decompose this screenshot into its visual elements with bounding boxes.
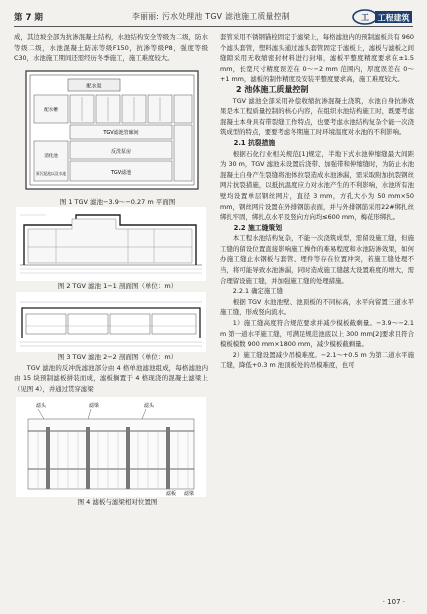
figure-1-caption: 图 1 TGV 滤池−3.9～−0.27 m 平面图 — [59, 197, 176, 206]
issue-number: 第 7 期 — [14, 13, 43, 23]
paragraph: TGV 滤池全部采用补偿收缩抗渗混凝土浇筑，水池自身抗渗效果是本工程质量控制的核心内容，在组织水池结构施工时，既要考虑混凝土本身具有带裂缝工作特点，也要考虑水池结构复杂个能一次浇筑成型的特点，要要考虑冬期施工时环境温度对水池的不利影响。 — [220, 96, 414, 137]
svg-text:工: 工 — [361, 13, 369, 22]
paragraph: 根据 TGV 水池池壁、池顶板的不同标高，水平向留置三道水平施工缝，形成竖向流水。 — [220, 297, 414, 317]
paragraph: TGV 滤池的反冲洗滤池部分由 4 格单池滤池组成，每格滤池内由 15 块预制滤板拼装而成，滤板搁置于 4 格现浇的混凝土滤梁上（见图 4），并通过贯穿滤梁 — [14, 363, 208, 393]
fig1-bottom-left: 原污泥池以及水池 — [35, 170, 67, 176]
subsubsection-heading: 2.2.1 确定施工缝 — [232, 287, 284, 296]
paragraph: 1）施工缝高度符合规范要求并减少模板截剩量。−3.9～−2.1 m 第一道水平施工缝，可满足规范池底以上 300 mm[2]要求且符合模板模数 900 mm×1800 mm，减少模板截剩量。 — [220, 319, 414, 349]
fig1-left-room: 配水槽 — [44, 107, 58, 113]
right-column — [220, 32, 414, 371]
subsection-heading: 2.2 施工缝策划 — [233, 223, 282, 232]
figure-4-diagram — [16, 397, 206, 497]
fig1-upper-label: 配水渠 — [86, 83, 102, 90]
figure-3-section — [16, 292, 206, 352]
running-header — [14, 8, 413, 26]
figure-2-caption: 图 2 TGV 滤池 1−1 剖面图（单位：m） — [57, 282, 178, 291]
journal-logo — [351, 8, 413, 26]
section-heading: 2 池体施工质量控制 — [236, 84, 309, 94]
fig1-left-box: 消化池 — [44, 153, 58, 159]
paragraph: 成，其边坡全部为抗渗混凝土结构，水池结构安全等级为二级，防水等级二级，水池混凝土防冻等级F150，抗渗等级P8，强度等级C30，水池施工期间还需经历冬季施工，施工难度较大。 — [14, 33, 208, 63]
figure-4-caption: 图 4 滤板与滤梁相对位置图 — [77, 498, 158, 507]
paragraph: 本工程水池结构复杂，不能一次浇筑成型，需留设施工缝，但施工缝的留设位置直接影响施工操作的难易程度和水池防渗效果，如何办施工缝止水钢板与套管、埋件等存在位置冲突，若施工缝处理不当，将可能导致水池渗漏，同时造成施工缝越大设置难度的增大，需合理留设施工缝，并加强施工缝的处理措施。 — [220, 234, 414, 285]
fig4-label-a: 滤头 — [36, 403, 47, 410]
fig4-label-b: 滤梁 — [89, 403, 100, 410]
fig4-label-e: 滤梁 — [184, 491, 195, 498]
fig4-label-c: 滤头 — [144, 403, 155, 410]
running-title: 李丽丽: 污水处理池 TGV 滤池施工质量控制 — [132, 12, 290, 21]
fig1-tank-name: TGV滤池管廊间 — [103, 129, 139, 136]
page-number: · 107 · — [382, 598, 405, 606]
header-rule — [14, 26, 413, 27]
left-column — [14, 32, 208, 508]
fig1-bottom-label: TGV滤池 — [110, 169, 132, 176]
figure-2-section — [16, 207, 206, 281]
paragraph: 2）施工缝设置减少吊模难度。−2.1～+0.5 m 为第二道水平施工缝，降低+0.3 m 池顶板处的吊模难度，也可 — [220, 350, 414, 370]
figure-1-plan — [16, 67, 206, 197]
fig1-mid-label: 反洗泵房 — [110, 148, 132, 155]
paragraph: 根据石化行业相关规范[1]规定，半地下式水池伸缩缝最大间距为 30 m，TGV 滤池未设置后浇带、加强带和伸缩缝时，为防止水池混凝土自身产生裂缝将池体拉裂造成水池渗漏，需采取附加抗裂钢丝网片抗裂措施，以抵抗温度应力对水池产生的不利影响，水池所有池壁均设置单层钢丝网片，直径 3 mm，方孔大小为 50 mm×50 mm，钢丝网片设置在外排钢筋表面，并与外排钢筋采用22#绑扎丝绑扎牢固，绑扎点水平及竖向方向均≤600 mm，梅花形绑扎。 — [220, 149, 414, 222]
logo-text: 工程建筑 — [377, 13, 410, 23]
figure-3-caption: 图 3 TGV 滤池 2−2 剖面图（单位：m） — [57, 352, 178, 361]
subsection-heading: 2.1 抗裂措施 — [233, 138, 276, 147]
paragraph: 套管采用不锈钢锚栓固定于滤梁上，每格滤池内的预制滤板共有 960 个滤头套管，塑料滤头通过滤头套管固定于滤板上，滤板与滤板之间缝隙采用无收缩密封材料进行封堵，滤板平整度精度要求在±1.5 mm，长宽尺寸精度误差在 0～−2 mm 范围内，厚度误差在 0～+1 mm，滤板的制作精度及安装平整度要求高，施工难度较大。 — [220, 33, 414, 84]
fig4-label-d: 滤板 — [166, 491, 177, 498]
